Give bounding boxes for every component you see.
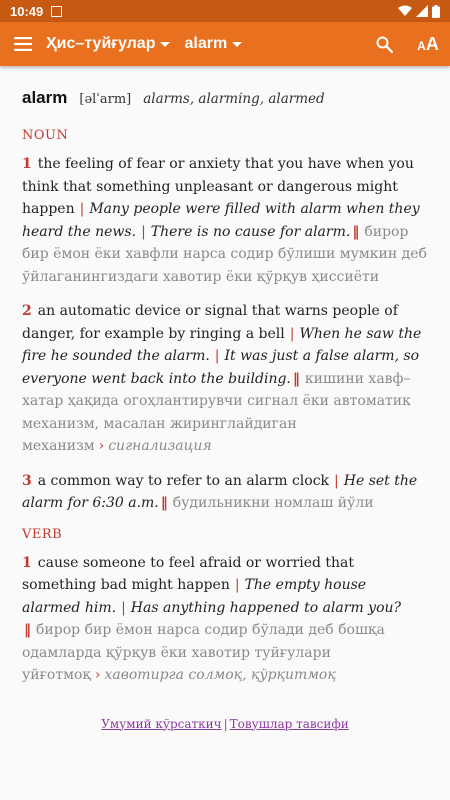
example-separator: | — [289, 325, 295, 342]
word-label: alarm — [184, 35, 228, 52]
sense-definition: the feeling of fear or anxiety that you have when you think that something unpleasant or dangerous might happen — [22, 156, 414, 217]
translation-separator: ‖ — [160, 495, 168, 511]
pos-label-verb: VERB — [22, 526, 63, 542]
example-separator: | — [214, 348, 220, 364]
example-separator: | — [79, 201, 85, 217]
sense-translation: будильникни номлаш йўли — [172, 495, 374, 511]
example-separator: | — [334, 472, 339, 489]
image-notification-icon — [51, 6, 62, 17]
translation-separator: ‖ — [24, 622, 31, 638]
status-time: 10:49 — [10, 3, 44, 19]
translation-separator: ‖ — [292, 370, 300, 387]
sense-number: 1 — [22, 554, 32, 571]
sense-number: 1 — [22, 156, 32, 172]
synonym-link[interactable]: хавотирга солмоқ, қўрқитмоқ — [104, 667, 336, 683]
sense-translation: бирор бир ёмон нарса содир бўлади деб бошқа одамларда қўрқув ёки хавотир туйғулари уйғотмоқ — [22, 622, 385, 683]
link-divider: | — [223, 716, 228, 731]
translation-separator: ‖ — [352, 223, 360, 240]
sense-definition: an automatic device or signal that warns people of danger, for example by ringing a bell — [22, 303, 398, 342]
pronunciation: [əlˈarm] — [79, 92, 132, 107]
headword-line — [22, 88, 428, 108]
sense-definition: cause someone to feel afraid or worried that something bad might happen — [22, 554, 355, 593]
sense-translation: кишини хавф–хатар ҳақида огоҳлантирувчи сигнал ёки автоматик механизм, масалан жиринглайдиган механизм — [22, 370, 411, 454]
status-bar — [0, 0, 450, 22]
synonym-link[interactable]: сигнализация — [108, 438, 212, 454]
sense-item — [22, 300, 428, 458]
cellular-icon — [416, 5, 428, 17]
font-size-button[interactable] — [406, 22, 450, 66]
entry-content — [0, 88, 450, 731]
search-button[interactable] — [362, 22, 406, 66]
dictionary-label: Ҳис–туйғулар — [46, 35, 156, 52]
sense-example: Has anything happened to alarm you? — [130, 599, 402, 616]
footer-links — [22, 717, 428, 731]
pos-label-noun: NOUN — [22, 128, 69, 143]
headword: alarm — [22, 88, 68, 107]
word-dropdown[interactable] — [184, 35, 242, 53]
word-forms: alarms, alarming, alarmed — [143, 91, 325, 107]
font-size-icon: AA — [417, 33, 439, 54]
sense-number: 2 — [22, 303, 32, 319]
hamburger-menu-icon — [14, 37, 32, 51]
dictionary-dropdown[interactable] — [46, 35, 170, 53]
menu-button[interactable] — [0, 22, 46, 66]
sound-description-link[interactable]: Товушлар тавсифи — [229, 716, 349, 731]
sense-translation: бирор бир ёмон ёки хавфли нарса содир бўлиши мумкин деб ўйлаганингиздаги хавотир ёки қўрқув ҳиссиёти — [22, 223, 427, 285]
sense-example: The empty house alarmed him. — [22, 577, 367, 616]
sense-item — [22, 552, 428, 687]
example-separator: | — [141, 223, 146, 240]
sense-item — [22, 153, 428, 288]
app-bar — [0, 22, 450, 66]
chevron-right-icon: › — [94, 667, 101, 683]
battery-icon — [432, 5, 440, 18]
sense-item — [22, 470, 428, 515]
sense-definition: a common way to refer to an alarm clock — [37, 472, 330, 489]
sense-number: 3 — [22, 472, 32, 489]
chevron-right-icon: › — [98, 438, 105, 454]
sense-example: It was just a false alarm, so everyone went back into the building. — [22, 348, 420, 387]
sense-example: When he saw the fire he sounded the alarm. — [22, 325, 422, 364]
general-index-link[interactable]: Умумий кўрсаткич — [101, 716, 222, 731]
caret-down-icon — [232, 42, 242, 47]
sense-example: He set the alarm for 6:30 a.m. — [22, 472, 418, 511]
sense-example: Many people were filled with alarm when they heard the news. — [22, 201, 420, 240]
example-separator: | — [121, 599, 126, 616]
example-separator: | — [234, 577, 240, 593]
sense-example: There is no cause for alarm. — [150, 223, 351, 240]
wifi-icon — [398, 5, 412, 17]
search-icon — [376, 36, 393, 53]
caret-down-icon — [160, 42, 170, 47]
